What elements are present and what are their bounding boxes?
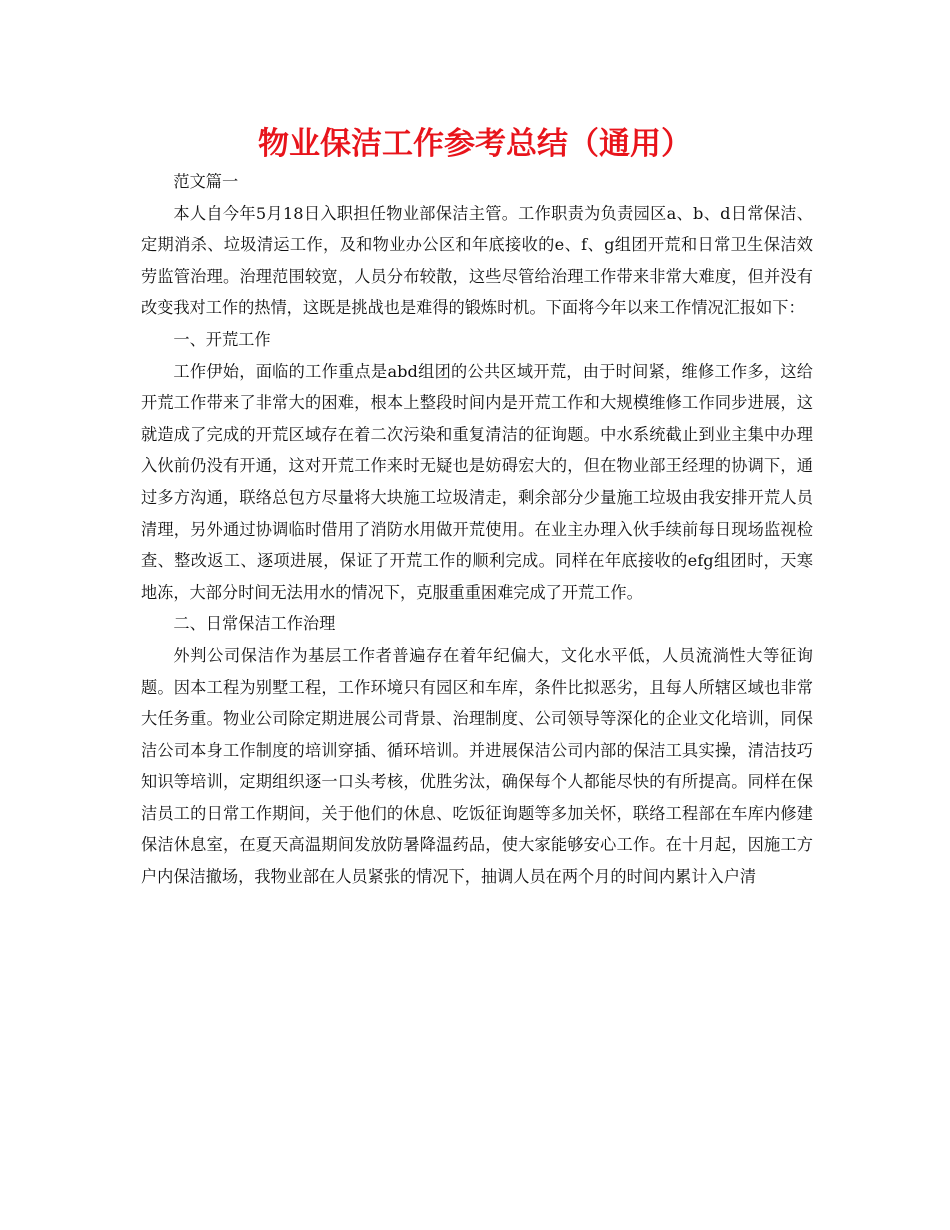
document-body bbox=[141, 166, 813, 893]
paragraph-intro: 本人自今年5月18日入职担任物业部保洁主管。工作职责为负责园区a、b、d日常保洁、定期消杀、垃圾清运工作，及和物业办公区和年底接收的e、f、g组团开荒和日常卫生保洁效劳监管治理。治理范围较宽，人员分布较散，这些尽管给治理工作带来非常大难度，但并没有改变我对工作的热情，这既是挑战也是难得的锻炼时机。下面将今年以来工作情况汇报如下： bbox=[141, 203, 813, 318]
section-heading-2: 二、日常保洁工作治理 bbox=[173, 614, 336, 634]
paragraph-section-1: 工作伊始，面临的工作重点是abd组团的公共区域开荒，由于时间紧，维修工作多，这给开荒工作带来了非常大的困难，根本上整段时间内是开荒工作和大规模维修工作同步进展，这就造成了完成的开荒区域存在着二次污染和重复清洁的征询题。中水系统截止到业主集中办理入伙前仍没有开通，这对开荒工作来时无疑也是妨碍宏大的，但在物业部王经理的协调下，通过多方沟通，联络总包方尽量将大块施工垃圾清走，剩余部分少量施工垃圾由我安排开荒人员清理，另外通过协调临时借用了消防水用做开荒使用。在业主办理入伙手续前每日现场监视检查、整改返工、逐项进展，保证了开荒工作的顺利完成。同样在年底接收的efg组团时，天寒地冻，大部分时间无法用水的情况下，克服重重困难完成了开荒工作。 bbox=[141, 361, 813, 602]
document-subtitle: 范文篇一 bbox=[173, 172, 239, 191]
paragraph-section-2: 外判公司保洁作为基层工作者普遍存在着年纪偏大，文化水平低，人员流淌性大等征询题。因本工程为别墅工程，工作环境只有园区和车库，条件比拟恶劣，且每人所辖区域也非常大任务重。物业公司除定期进展公司背景、治理制度、公司领导等深化的企业文化培训，同保洁公司本身工作制度的培训穿插、循环培训。并进展保洁公司内部的保洁工具实操，清洁技巧知识等培训，定期组织逐一口头考核，优胜劣汰，确保每个人都能尽快的有所提高。同样在保洁员工的日常工作期间，关于他们的休息、吃饭征询题等多加关怀，联络工程部在车库内修建保洁休息室，在夏天高温期间发放防暑降温药品，使大家能够安心工作。在十月起，因施工方户内保洁撤场，我物业部在人员紧张的情况下，抽调人员在两个月的时间内累计入户清 bbox=[141, 645, 813, 887]
document-title: 物业保洁工作参考总结（通用） bbox=[258, 126, 692, 162]
section-heading-1: 一、开荒工作 bbox=[173, 329, 271, 349]
